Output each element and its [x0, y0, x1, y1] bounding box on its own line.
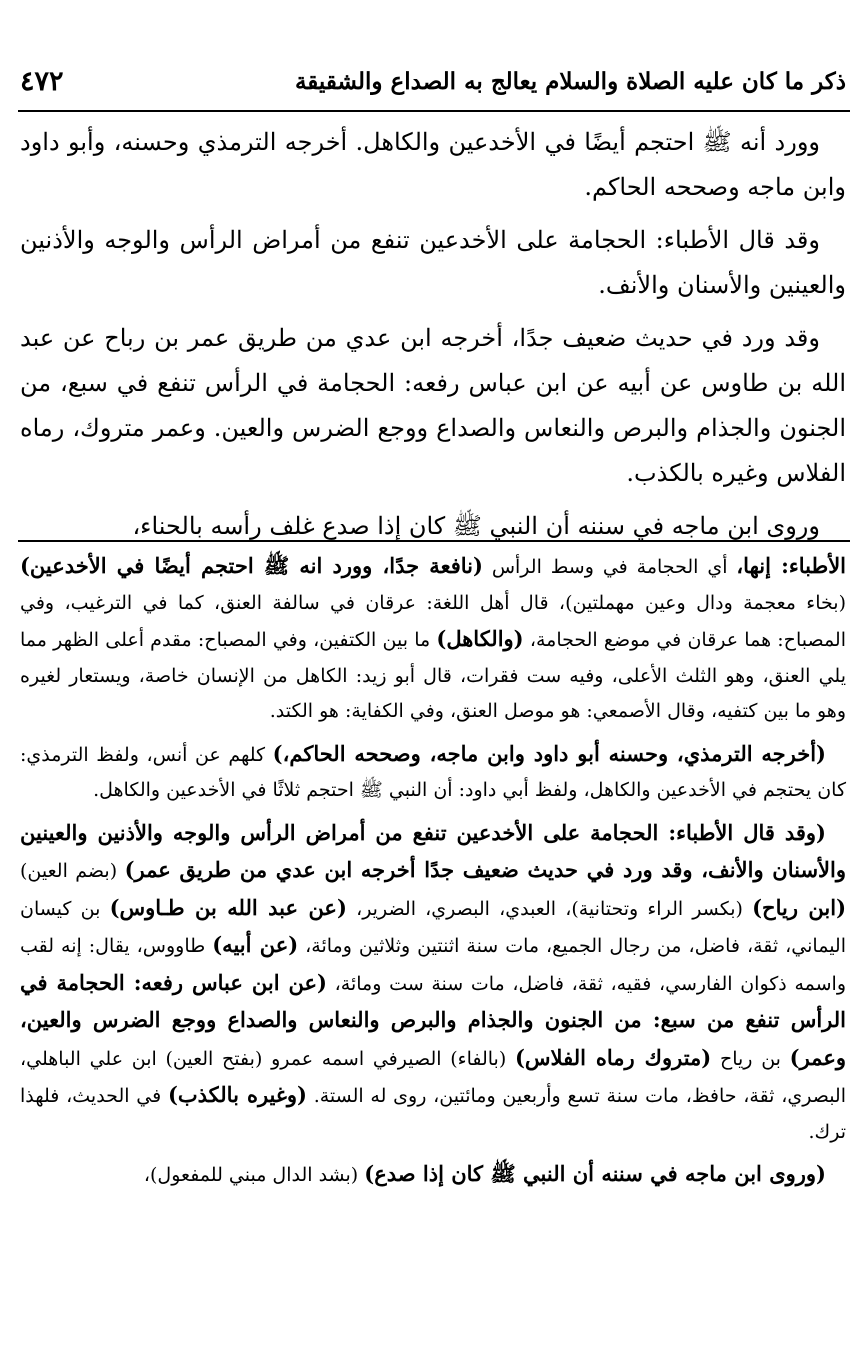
- quoted-phrase: (نافعة جدًا، وورد انه ﷺ احتجم أيضًا في الأخدعين): [20, 553, 483, 578]
- commentary-text-run: طاووس، يقال: إنه لقب واسمه ذكوان الفارسي، فقيه، ثقة، فاضل، مات سنة ست ومائة،: [20, 935, 846, 995]
- commentary-text-run: (بشد الدال مبني للمفعول)،: [143, 1164, 365, 1186]
- quoted-phrase: (وروى ابن ماجه في سننه أن النبي ﷺ كان إذا صدع): [364, 1161, 826, 1186]
- main-paragraph-1: وورد أنه ﷺ احتجم أيضًا في الأخدعين والكاهل. أخرجه الترمذي وحسنه، وأبو داود وابن ماجه وصححه الحاكم.: [20, 128, 846, 201]
- quoted-phrase: (أخرجه الترمذي، وحسنه أبو داود وابن ماجه، وصححه الحاكم،): [272, 740, 826, 766]
- quoted-phrase: (وقد قال الأطباء: الحجامة على الأخدعين تنفع من أمراض الرأس والوجه والأذنين والعينين والأسنان والأنف، وقد ورد في حديث ضعيف جدًا أخرجه ابن عدي من طريق عمر): [20, 819, 847, 882]
- commentary-text-run: أي الحجامة في وسط الرأس: [482, 556, 737, 578]
- commentary-text-run: (بكسر الراء وتحتانية)، العبدي، البصري، الضرير،: [346, 897, 753, 920]
- commentary-separator: [18, 540, 850, 542]
- quoted-phrase: (وغيره بالكذب): [167, 1082, 307, 1107]
- header-rule: [18, 110, 850, 112]
- main-paragraph-3: وقد ورد في حديث ضعيف جدًا، أخرجه ابن عدي من طريق عمر بن رباح عن عبد الله بن طاوس عن أبيه عن ابن عباس رفعه: الحجامة في الرأس تنفع في سبع، من الجنون والجذام والبرص والنعاس والصداع ووجع الضرس والعين. وعمر متروك، رماه الفلاس وغيره بالكذب.: [20, 324, 846, 487]
- quoted-phrase: (عن ابن عباس رفعه: الحجامة في الرأس تنفع من سبع: من الجنون والجذام والبرص والنعاس والصداع ووجع الضرس والعين، وعمر): [20, 969, 846, 1070]
- commentary-text-run: كلهم عن أنس، ولفظ الترمذي: كان يحتجم في الأخدعين والكاهل، ولفظ أبي داود: أن النبي ﷺ احتجم ثلاثًا في الأخدعين والكاهل.: [20, 743, 846, 801]
- commentary-text-run: بن رياح: [711, 1047, 790, 1070]
- commentary-text-run: في الحديث، فلهذا ترك.: [20, 1085, 846, 1143]
- quoted-phrase: (ابن رياح): [752, 894, 847, 920]
- commentary-text-run: ما بين الكتفين، وفي المصباح: مقدم أعلى الظهر مما يلي العنق، وهو الثلث الأعلى، وفيه ست فقرات، قال أبو زيد: الكاهل من الإنسان خاصة، ويستعار لغيره وهو ما بين كتفيه، وقال الأصمعي: هو موصل العنق، وفي الكفاية: هو الكتد.: [20, 629, 846, 722]
- commentary-text-run: (بضم العين): [20, 860, 125, 882]
- main-text: [20, 120, 846, 557]
- page-number: ٤٧٢: [20, 65, 64, 97]
- quoted-phrase: الأطباء: إنها،: [736, 553, 846, 578]
- quoted-phrase: (والكاهل): [436, 626, 524, 651]
- quoted-phrase: (عن عبد الله بن طـاوس): [109, 894, 347, 920]
- main-paragraph-4: وروى ابن ماجه في سننه أن النبي ﷺ كان إذا صدع غلف رأسه بالحناء،: [132, 512, 820, 540]
- commentary-text-run: (بخاء معجمة ودال وعين مهملتين)، قال أهل اللغة: عرقان في سالفة العنق، كما في الترغيب، وفي المصباح: هما عرقان في موضع الحجامة،: [20, 591, 847, 651]
- commentary-text: [20, 548, 846, 1200]
- commentary-paragraph-3: [20, 815, 846, 1151]
- commentary-paragraph-1: [20, 548, 846, 730]
- main-paragraph-2: وقد قال الأطباء: الحجامة على الأخدعين تنفع من أمراض الرأس والوجه والأذنين والعينين والأسنان والأنف.: [20, 226, 846, 299]
- commentary-text-run: (بالفاء) الصيرفي اسمه عمرو (بفتح العين) ابن علي الباهلي، البصري، ثقة، حافظ، مات سنة تسع وأربعين ومائتين، روى له الستة.: [20, 1047, 846, 1107]
- commentary-paragraph-2: [20, 736, 846, 809]
- page-header: [20, 56, 846, 106]
- running-title: ذكر ما كان عليه الصلاة والسلام يعالج به الصداع والشقيقة: [294, 67, 846, 95]
- quoted-phrase: (عن أبيه): [212, 932, 299, 957]
- quoted-phrase: (متروك رماه الفلاس): [514, 1044, 712, 1070]
- commentary-paragraph-4: [20, 1156, 846, 1194]
- commentary-text-run: بن كيسان اليماني، ثقة، فاضل، من رجال الجميع، مات سنة اثنتين وثلاثين ومائة،: [20, 897, 846, 957]
